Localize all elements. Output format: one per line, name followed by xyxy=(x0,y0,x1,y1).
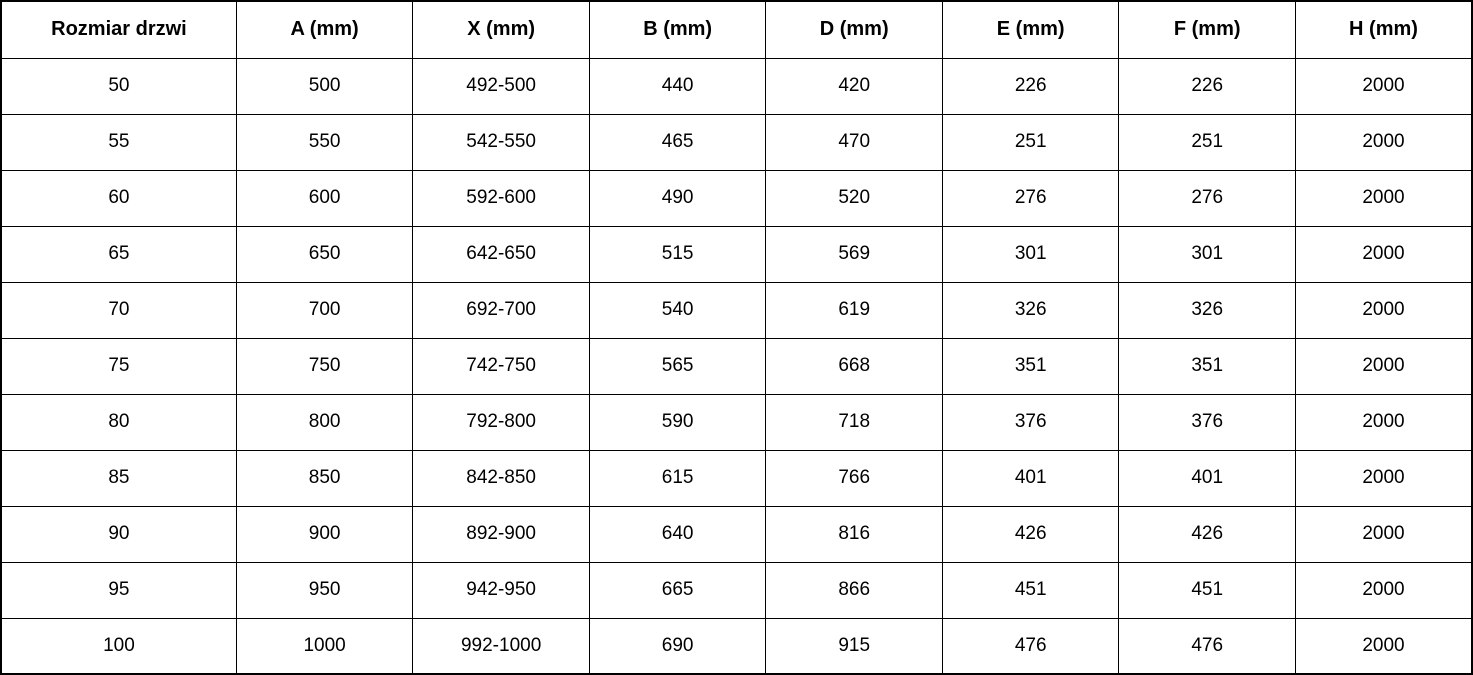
table-cell-rozmiar-drzwi: 75 xyxy=(1,338,236,394)
table-cell-b-mm: 515 xyxy=(589,226,766,282)
table-cell-x-mm: 542-550 xyxy=(413,114,590,170)
table-row xyxy=(1,58,1472,114)
table-cell-d-mm: 718 xyxy=(766,394,943,450)
column-header-rozmiar-drzwi: Rozmiar drzwi xyxy=(1,1,236,58)
table-cell-a-mm: 600 xyxy=(236,170,413,226)
table-row xyxy=(1,170,1472,226)
table-header xyxy=(1,1,1472,58)
table-cell-x-mm: 742-750 xyxy=(413,338,590,394)
table-cell-f-mm: 301 xyxy=(1119,226,1296,282)
table-cell-e-mm: 476 xyxy=(942,618,1119,674)
table-cell-rozmiar-drzwi: 90 xyxy=(1,506,236,562)
table-cell-d-mm: 470 xyxy=(766,114,943,170)
table-cell-h-mm: 2000 xyxy=(1295,226,1472,282)
table-cell-x-mm: 642-650 xyxy=(413,226,590,282)
table-cell-rozmiar-drzwi: 65 xyxy=(1,226,236,282)
table-cell-e-mm: 251 xyxy=(942,114,1119,170)
table-cell-f-mm: 426 xyxy=(1119,506,1296,562)
table-cell-e-mm: 276 xyxy=(942,170,1119,226)
table-cell-b-mm: 540 xyxy=(589,282,766,338)
table-cell-a-mm: 750 xyxy=(236,338,413,394)
table-cell-rozmiar-drzwi: 60 xyxy=(1,170,236,226)
column-header-b-mm: B (mm) xyxy=(589,1,766,58)
table-cell-b-mm: 565 xyxy=(589,338,766,394)
table-cell-rozmiar-drzwi: 100 xyxy=(1,618,236,674)
table-cell-d-mm: 866 xyxy=(766,562,943,618)
table-cell-x-mm: 692-700 xyxy=(413,282,590,338)
table-cell-rozmiar-drzwi: 80 xyxy=(1,394,236,450)
table-cell-h-mm: 2000 xyxy=(1295,282,1472,338)
table-cell-f-mm: 351 xyxy=(1119,338,1296,394)
table-cell-f-mm: 451 xyxy=(1119,562,1296,618)
table-row xyxy=(1,226,1472,282)
table-cell-b-mm: 590 xyxy=(589,394,766,450)
table-cell-e-mm: 451 xyxy=(942,562,1119,618)
table-cell-a-mm: 650 xyxy=(236,226,413,282)
table-body xyxy=(1,58,1472,674)
column-header-h-mm: H (mm) xyxy=(1295,1,1472,58)
table-cell-d-mm: 569 xyxy=(766,226,943,282)
table-cell-d-mm: 520 xyxy=(766,170,943,226)
table-cell-f-mm: 476 xyxy=(1119,618,1296,674)
table-cell-h-mm: 2000 xyxy=(1295,618,1472,674)
table-row xyxy=(1,394,1472,450)
table-cell-f-mm: 226 xyxy=(1119,58,1296,114)
table-cell-e-mm: 426 xyxy=(942,506,1119,562)
column-header-x-mm: X (mm) xyxy=(413,1,590,58)
table-cell-x-mm: 842-850 xyxy=(413,450,590,506)
table-cell-b-mm: 640 xyxy=(589,506,766,562)
table-cell-x-mm: 892-900 xyxy=(413,506,590,562)
table-cell-x-mm: 592-600 xyxy=(413,170,590,226)
column-header-f-mm: F (mm) xyxy=(1119,1,1296,58)
table-cell-b-mm: 690 xyxy=(589,618,766,674)
table-cell-b-mm: 615 xyxy=(589,450,766,506)
table-cell-b-mm: 440 xyxy=(589,58,766,114)
table-cell-h-mm: 2000 xyxy=(1295,394,1472,450)
table-cell-d-mm: 619 xyxy=(766,282,943,338)
table-cell-e-mm: 301 xyxy=(942,226,1119,282)
table-cell-f-mm: 326 xyxy=(1119,282,1296,338)
column-header-a-mm: A (mm) xyxy=(236,1,413,58)
table-row xyxy=(1,114,1472,170)
table-cell-b-mm: 465 xyxy=(589,114,766,170)
table-cell-rozmiar-drzwi: 55 xyxy=(1,114,236,170)
table-row xyxy=(1,618,1472,674)
table-cell-h-mm: 2000 xyxy=(1295,58,1472,114)
table-cell-e-mm: 326 xyxy=(942,282,1119,338)
table-cell-f-mm: 276 xyxy=(1119,170,1296,226)
table-cell-h-mm: 2000 xyxy=(1295,338,1472,394)
table-row xyxy=(1,338,1472,394)
table-cell-d-mm: 420 xyxy=(766,58,943,114)
table-cell-x-mm: 492-500 xyxy=(413,58,590,114)
table-cell-a-mm: 900 xyxy=(236,506,413,562)
table-cell-a-mm: 1000 xyxy=(236,618,413,674)
table-cell-x-mm: 792-800 xyxy=(413,394,590,450)
table-cell-h-mm: 2000 xyxy=(1295,450,1472,506)
table-cell-x-mm: 942-950 xyxy=(413,562,590,618)
table-cell-e-mm: 401 xyxy=(942,450,1119,506)
table-cell-f-mm: 251 xyxy=(1119,114,1296,170)
table-cell-e-mm: 351 xyxy=(942,338,1119,394)
table-cell-h-mm: 2000 xyxy=(1295,506,1472,562)
table-cell-x-mm: 992-1000 xyxy=(413,618,590,674)
table-row xyxy=(1,282,1472,338)
header-row xyxy=(1,1,1472,58)
table-cell-b-mm: 665 xyxy=(589,562,766,618)
table-row xyxy=(1,506,1472,562)
table-cell-e-mm: 226 xyxy=(942,58,1119,114)
table-cell-a-mm: 850 xyxy=(236,450,413,506)
table-cell-h-mm: 2000 xyxy=(1295,114,1472,170)
table-row xyxy=(1,450,1472,506)
table-cell-d-mm: 816 xyxy=(766,506,943,562)
table-cell-f-mm: 401 xyxy=(1119,450,1296,506)
table-row xyxy=(1,562,1472,618)
table-cell-b-mm: 490 xyxy=(589,170,766,226)
column-header-e-mm: E (mm) xyxy=(942,1,1119,58)
table-cell-rozmiar-drzwi: 85 xyxy=(1,450,236,506)
table-cell-a-mm: 950 xyxy=(236,562,413,618)
table-cell-h-mm: 2000 xyxy=(1295,170,1472,226)
table-cell-d-mm: 766 xyxy=(766,450,943,506)
table-cell-a-mm: 550 xyxy=(236,114,413,170)
table-cell-a-mm: 800 xyxy=(236,394,413,450)
table-cell-rozmiar-drzwi: 95 xyxy=(1,562,236,618)
table-cell-a-mm: 500 xyxy=(236,58,413,114)
table-cell-a-mm: 700 xyxy=(236,282,413,338)
table-cell-e-mm: 376 xyxy=(942,394,1119,450)
table-cell-rozmiar-drzwi: 70 xyxy=(1,282,236,338)
table-cell-h-mm: 2000 xyxy=(1295,562,1472,618)
table-cell-d-mm: 915 xyxy=(766,618,943,674)
column-header-d-mm: D (mm) xyxy=(766,1,943,58)
table-cell-f-mm: 376 xyxy=(1119,394,1296,450)
table-cell-rozmiar-drzwi: 50 xyxy=(1,58,236,114)
table-cell-d-mm: 668 xyxy=(766,338,943,394)
